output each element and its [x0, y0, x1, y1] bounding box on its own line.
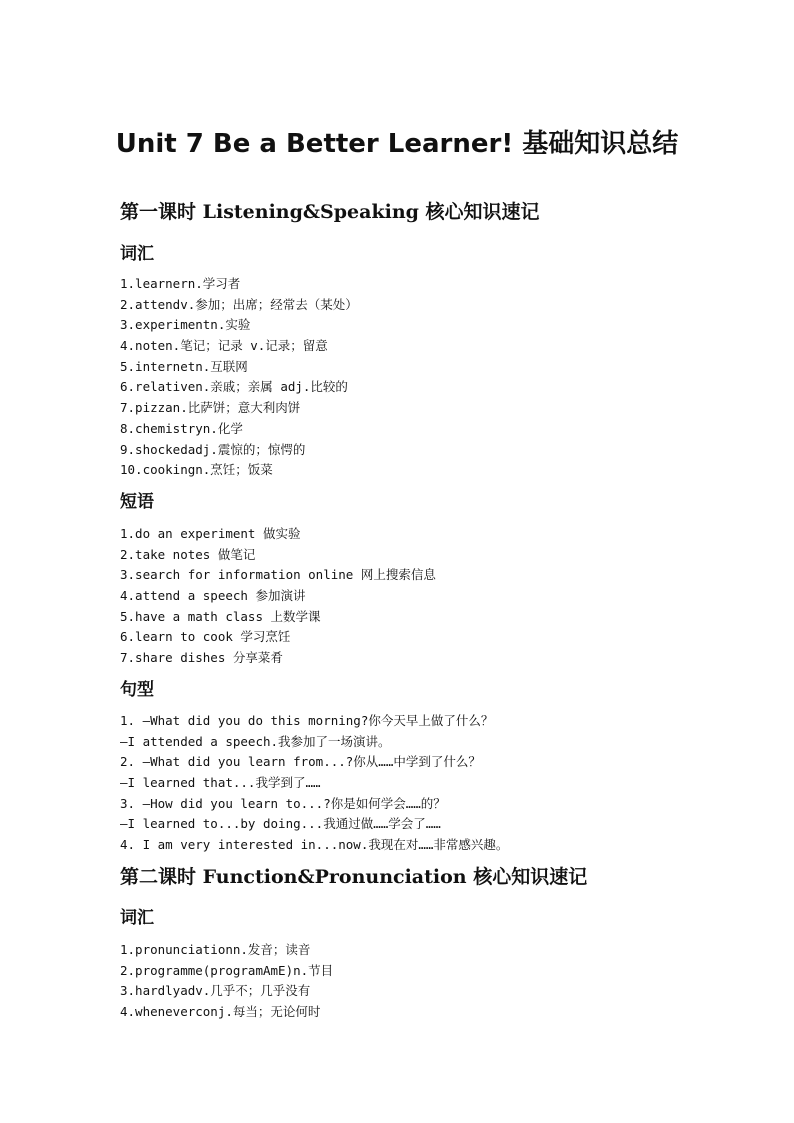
lesson1-phrases-heading: 短语	[120, 492, 154, 512]
document-title: Unit 7 Be a Better Learner! 基础知识总结	[115, 129, 679, 159]
vocab-item: 3.experimentn.实验	[120, 317, 251, 333]
phrase-item: 6.learn to cook 学习烹饪	[120, 629, 291, 645]
vocab-item: 4.noten.笔记；记录 v.记录；留意	[120, 338, 328, 354]
vocab-item: 9.shockedadj.震惊的；惊愕的	[120, 441, 306, 457]
phrase-item: 7.share dishes 分享菜肴	[120, 650, 283, 666]
lesson1-sentences-heading: 句型	[120, 680, 154, 700]
lesson2-heading: 第二课时 Function&Pronunciation 核心知识速记	[120, 866, 588, 888]
phrase-item: 4.attend a speech 参加演讲	[120, 588, 306, 604]
lesson1-vocab-list	[120, 274, 358, 481]
vocab-item: 2.attendv.参加；出席；经常去（某处）	[120, 296, 358, 312]
sentence-item: —I attended a speech.我参加了一场演讲。	[120, 733, 391, 749]
lesson1-heading: 第一课时 Listening&Speaking 核心知识速记	[120, 201, 540, 223]
vocab-item: 5.internetn.互联网	[120, 358, 248, 374]
lesson1-vocab-heading: 词汇	[120, 244, 154, 264]
vocab-item: 2.programme(programAmE)n.节目	[120, 962, 334, 978]
vocab-item: 1.pronunciationn.发音；读音	[120, 942, 311, 957]
phrase-item: 1.do an experiment 做实验	[120, 526, 301, 541]
vocab-item: 8.chemistryn.化学	[120, 420, 243, 436]
vocab-item: 3.hardlyadv.几乎不；几乎没有	[120, 983, 311, 999]
vocab-item: 1.learnern.学习者	[120, 276, 241, 291]
lesson2-vocab-list	[120, 940, 333, 1023]
sentence-item: —I learned to...by doing...我通过做……学会了……	[120, 816, 441, 832]
vocab-item: 4.wheneverconj.每当；无论何时	[120, 1004, 321, 1020]
vocab-item: 7.pizzan.比萨饼；意大利肉饼	[120, 400, 301, 416]
vocab-item: 10.cookingn.烹饪；饭菜	[120, 462, 273, 478]
phrase-item: 2.take notes 做笔记	[120, 546, 256, 562]
lesson1-phrases-list	[120, 524, 436, 669]
sentence-item: 4. I am very interested in...now.我现在对……非常感兴趣。	[120, 837, 509, 853]
sentence-item: 3. —How did you learn to...?你是如何学会……的？	[120, 795, 446, 811]
phrase-item: 3.search for information online 网上搜索信息	[120, 567, 436, 583]
lesson1-sentences-list	[120, 711, 508, 856]
sentence-item: —I learned that...我学到了……	[120, 775, 321, 791]
sentence-item: 2. —What did you learn from...?你从……中学到了什么？	[120, 754, 481, 770]
lesson2-vocab-heading: 词汇	[120, 908, 154, 928]
vocab-item: 6.relativen.亲戚；亲属 adj.比较的	[120, 379, 348, 395]
sentence-item: 1. —What did you do this morning?你今天早上做了什么？	[120, 713, 494, 728]
phrase-item: 5.have a math class 上数学课	[120, 608, 321, 624]
